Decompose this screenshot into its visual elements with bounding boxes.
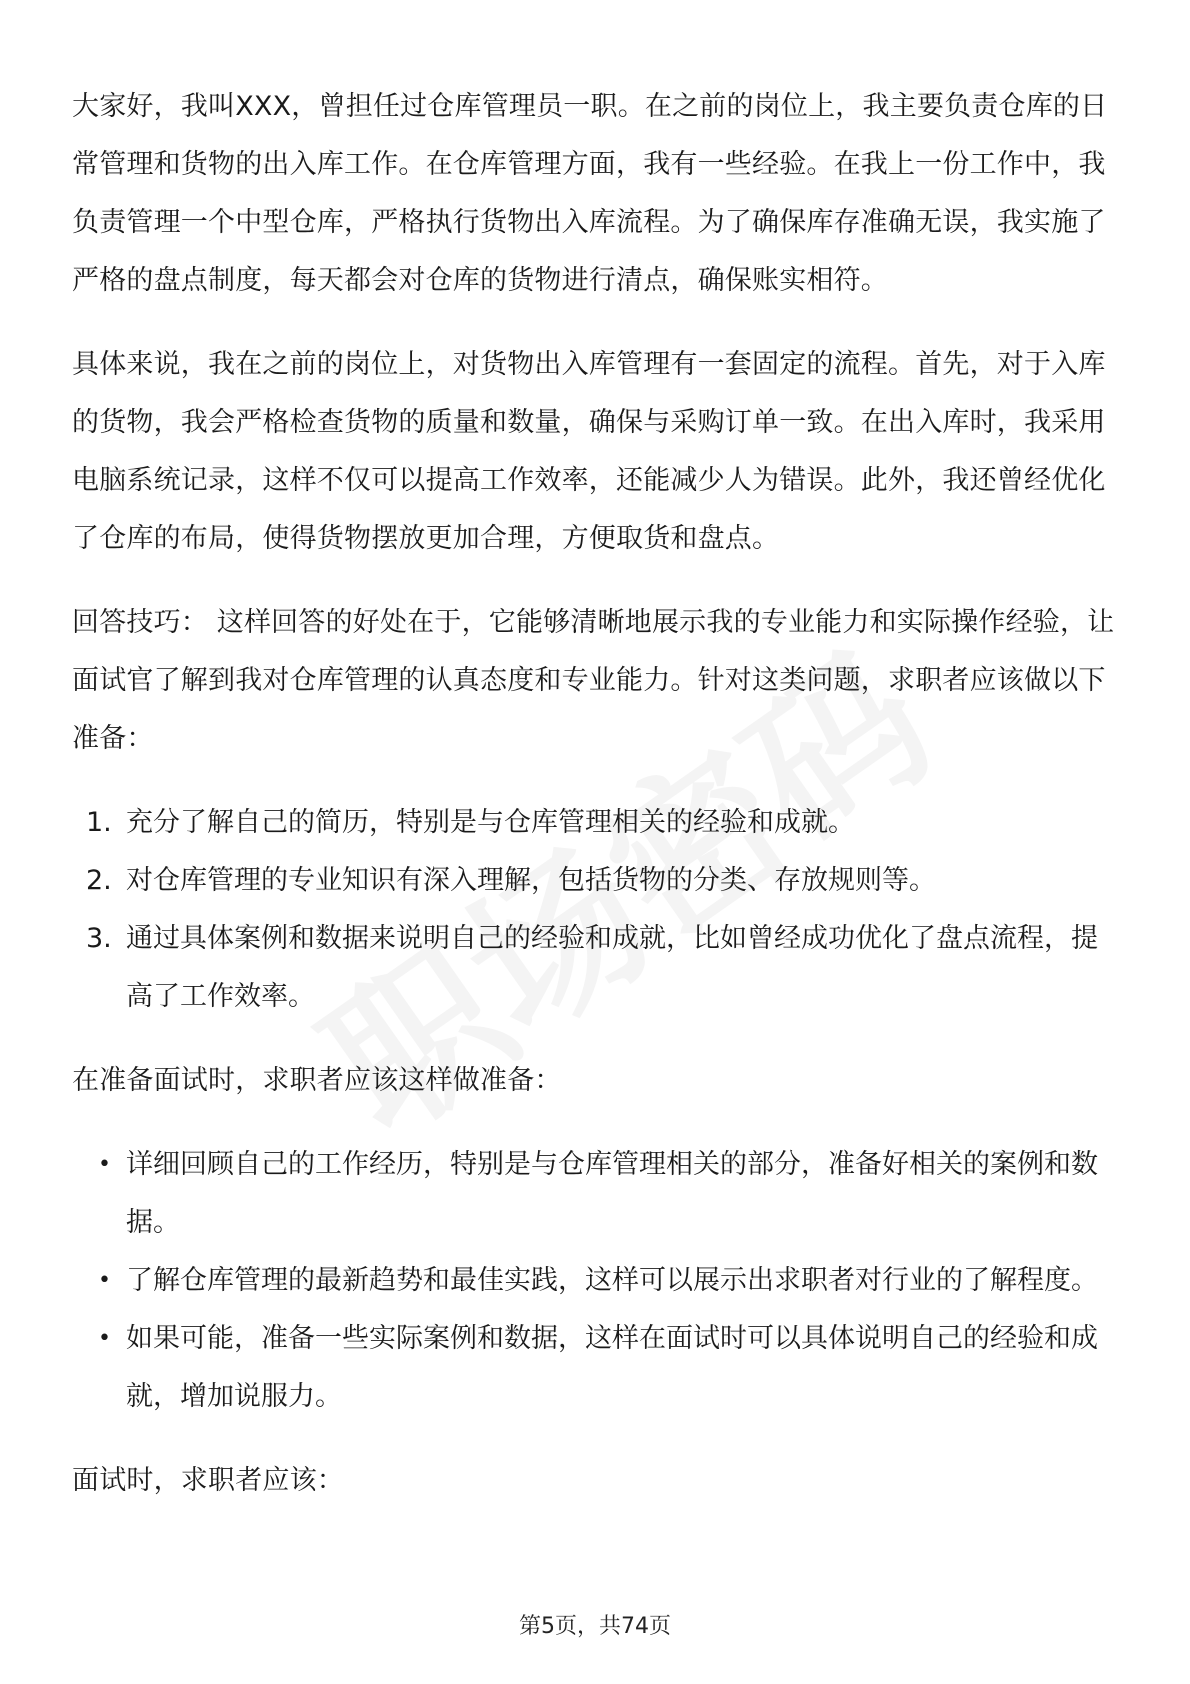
- list-item: [72, 1310, 1122, 1426]
- intro-paragraph: 大家好，我叫XXX，曾担任过仓库管理员一职。在之前的岗位上，我主要负责仓库的日常管理和货物的出入库工作。在仓库管理方面，我有一些经验。在我上一份工作中，我负责管理一个中型仓库，严格执行货物出入库流程。为了确保库存准确无误，我实施了严格的盘点制度，每天都会对仓库的货物进行清点，确保账实相符。: [72, 91, 1108, 296]
- list-item-text: 对仓库管理的专业知识有深入理解，包括货物的分类、存放规则等。: [126, 865, 936, 896]
- list-number: 3.: [86, 923, 112, 954]
- list-item-text: 了解仓库管理的最新趋势和最佳实践，这样可以展示出求职者对行业的了解程度。: [126, 1265, 1098, 1296]
- list-number: 1.: [86, 807, 112, 838]
- list-item-text: 详细回顾自己的工作经历，特别是与仓库管理相关的部分，准备好相关的案例和数据。: [126, 1149, 1098, 1238]
- list-item: [72, 1136, 1122, 1252]
- list-item: [72, 852, 1122, 910]
- list-item: [72, 910, 1122, 1026]
- closing-line: 面试时，求职者应该：: [72, 1465, 344, 1496]
- bullet-icon: •: [98, 1326, 111, 1351]
- list-item-text: 充分了解自己的简历，特别是与仓库管理相关的经验和成就。: [126, 807, 855, 838]
- list-number: 2.: [86, 865, 112, 896]
- list-item-text: 如果可能，准备一些实际案例和数据，这样在面试时可以具体说明自己的经验和成就，增加说服力。: [126, 1323, 1098, 1412]
- prep-intro: 在准备面试时，求职者应该这样做准备：: [72, 1065, 562, 1096]
- bullet-list: [72, 1136, 1122, 1426]
- bullet-icon: •: [98, 1152, 111, 1177]
- list-item: [72, 794, 1122, 852]
- page-number: 第5页，共74页: [519, 1614, 671, 1639]
- process-paragraph: 具体来说，我在之前的岗位上，对货物出入库管理有一套固定的流程。首先，对于入库的货物，我会严格检查货物的质量和数量，确保与采购订单一致。在出入库时，我采用电脑系统记录，这样不仅可以提高工作效率，还能减少人为错误。此外，我还曾经优化了仓库的布局，使得货物摆放更加合理，方便取货和盘点。: [72, 349, 1106, 554]
- list-item-text: 通过具体案例和数据来说明自己的经验和成就，比如曾经成功优化了盘点流程，提高了工作效率。: [126, 923, 1098, 1012]
- bullet-icon: •: [98, 1268, 111, 1293]
- list-item: [72, 1252, 1122, 1310]
- document-body: [72, 78, 1122, 1536]
- tips-paragraph: 回答技巧： 这样回答的好处在于，它能够清晰地展示我的专业能力和实际操作经验，让面试官了解到我对仓库管理的认真态度和专业能力。针对这类问题，求职者应该做以下准备：: [72, 607, 1115, 754]
- ordered-list: [72, 794, 1122, 1026]
